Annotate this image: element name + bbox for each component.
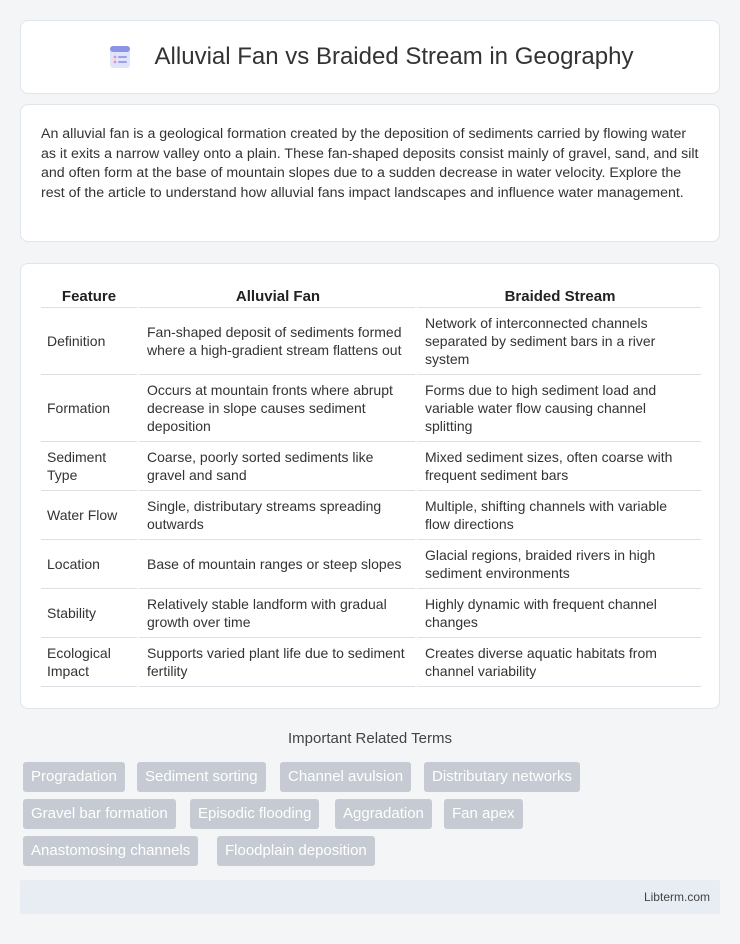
table-cell-braided: Network of interconnected channels separated by sediment bars in a river system xyxy=(415,308,701,375)
table-cell-feature: Location xyxy=(41,540,137,589)
table-cell-braided: Forms due to high sediment load and variable water flow causing channel splitting xyxy=(415,375,701,442)
tag-anastomosing-channels[interactable]: Anastomosing channels xyxy=(23,836,198,866)
table-row xyxy=(41,491,701,540)
table-cell-feature: Water Flow xyxy=(41,491,137,540)
header-braided-stream: Braided Stream xyxy=(415,286,701,308)
intro-text: An alluvial fan is a geological formation created by the deposition of sediments carried by flowing water as it exits a narrow valley onto a plain. These fan-shaped deposits consist mainly of gravel, sand, and silt and often form at the base of mountain slopes due to a sudden decrease in water velocity. Explore the rest of the article to understand how alluvial fans impact landscapes and influence water management. xyxy=(41,126,699,201)
table-cell-feature: Definition xyxy=(41,308,137,375)
table-cell-feature: Sediment Type xyxy=(41,442,137,491)
table-cell-braided: Glacial regions, braided rivers in high sediment environments xyxy=(415,540,701,589)
table-cell-alluvial: Coarse, poorly sorted sediments like gravel and sand xyxy=(137,442,415,491)
table-row xyxy=(41,375,701,442)
table-row xyxy=(41,638,701,687)
table-cell-alluvial: Relatively stable landform with gradual growth over time xyxy=(137,589,415,638)
tag-gravel-bar-formation[interactable]: Gravel bar formation xyxy=(23,799,176,829)
table-cell-alluvial: Fan-shaped deposit of sediments formed where a high-gradient stream flattens out xyxy=(137,308,415,375)
tag-floodplain-deposition[interactable]: Floodplain deposition xyxy=(217,836,375,866)
header-feature: Feature xyxy=(41,286,137,308)
document-list-icon xyxy=(107,44,133,70)
table-row xyxy=(41,540,701,589)
table-cell-braided: Creates diverse aquatic habitats from channel variability xyxy=(415,638,701,687)
header-alluvial-fan: Alluvial Fan xyxy=(137,286,415,308)
footer xyxy=(20,880,720,914)
tag-distributary-networks[interactable]: Distributary networks xyxy=(424,762,580,792)
table-row xyxy=(41,442,701,491)
header-card xyxy=(20,20,720,94)
intro-card xyxy=(20,104,720,242)
tag-channel-avulsion[interactable]: Channel avulsion xyxy=(280,762,411,792)
table-cell-feature: Stability xyxy=(41,589,137,638)
table-cell-feature: Ecological Impact xyxy=(41,638,137,687)
table-cell-alluvial: Supports varied plant life due to sediment fertility xyxy=(137,638,415,687)
table-cell-alluvial: Single, distributary streams spreading outwards xyxy=(137,491,415,540)
related-terms-title: Important Related Terms xyxy=(288,730,452,747)
tag-aggradation[interactable]: Aggradation xyxy=(335,799,432,829)
table-cell-braided: Multiple, shifting channels with variable flow directions xyxy=(415,491,701,540)
table-cell-alluvial: Base of mountain ranges or steep slopes xyxy=(137,540,415,589)
tag-sediment-sorting[interactable]: Sediment sorting xyxy=(137,762,266,792)
table-cell-feature: Formation xyxy=(41,375,137,442)
comparison-table-card xyxy=(20,263,720,709)
table-row xyxy=(41,589,701,638)
table-cell-braided: Highly dynamic with frequent channel changes xyxy=(415,589,701,638)
comparison-table xyxy=(41,286,701,687)
tag-fan-apex[interactable]: Fan apex xyxy=(444,799,523,829)
footer-site-link[interactable]: Libterm.com xyxy=(643,890,710,904)
table-row xyxy=(41,308,701,375)
tag-progradation[interactable]: Progradation xyxy=(23,762,125,792)
table-header-row xyxy=(41,286,701,308)
page-title: Alluvial Fan vs Braided Stream in Geography xyxy=(154,43,634,70)
table-cell-alluvial: Occurs at mountain fronts where abrupt decrease in slope causes sediment deposition xyxy=(137,375,415,442)
table-cell-braided: Mixed sediment sizes, often coarse with frequent sediment bars xyxy=(415,442,701,491)
tag-episodic-flooding[interactable]: Episodic flooding xyxy=(190,799,319,829)
